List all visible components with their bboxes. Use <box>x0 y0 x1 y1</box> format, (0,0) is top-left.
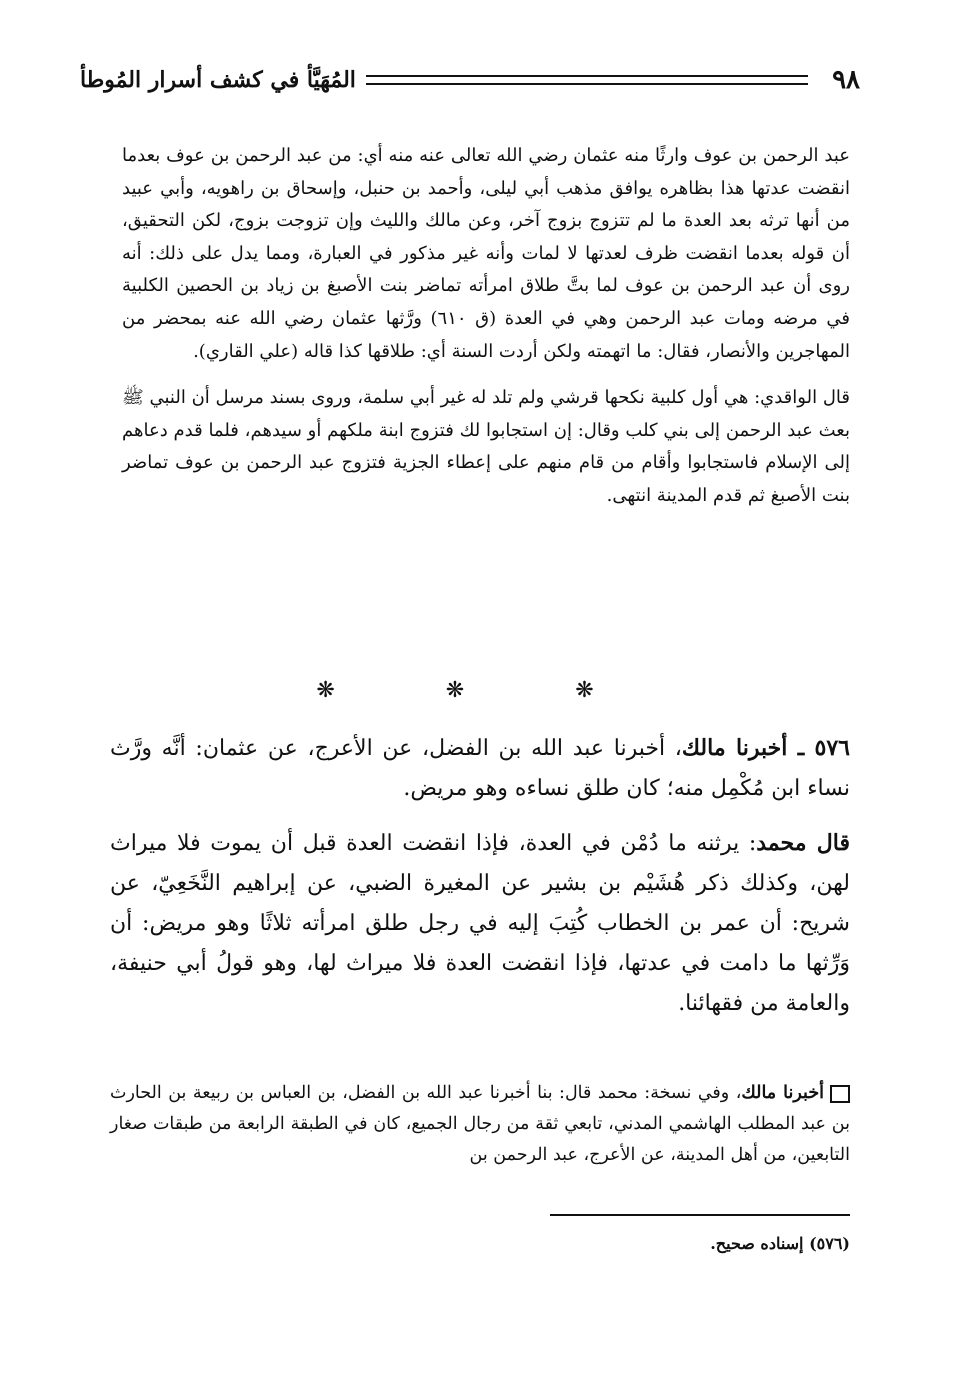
book-title: المُهَيَّأ في كشف أسرار المُوطأ <box>80 67 356 93</box>
square-marker-icon <box>830 1085 850 1103</box>
muhammad-paragraph <box>110 823 850 1024</box>
footnote-rule <box>550 1214 850 1216</box>
hadith-lead: ٥٧٦ ـ أخبرنا مالك <box>681 735 850 761</box>
commentary-paragraph-2: قال الواقدي: هي أول كلبية نكحها قرشي ولم تلد له غير أبي سلمة، وروى بسند مرسل أن النبي ﷺ بعث عبد الرحمن إلى بني كلب وقال: إن استجابوا لك فتزوج ابنة ملكهم أو سيدهم، فلما قدم دعاهم إلى الإسلام فاستجابوا وأقام من قام منهم على إعطاء الجزية فتزوج عبد الرحمن بن عوف تماضر بنت الأصبغ ثم قدم المدينة انتهى. <box>122 387 850 506</box>
note-text: ، وفي نسخة: محمد قال: بنا أخبرنا عبد الله بن الفضل، بن العباس بن ربيعة بن الحارث بن عبد المطلب الهاشمي المدني، تابعي ثقة من رجال الجميع، كان في الطبقة الرابعة من طبقات صغار التابعين، من أهل المدينة، عن الأعرج، عبد الرحمن بن <box>110 1083 850 1165</box>
section-separator: ❋ ❋ ❋ <box>316 678 646 703</box>
note-paragraph <box>110 1078 850 1171</box>
muhammad-text: : يرثنه ما دُمْن في العدة، فإذا انقضت العدة قبل أن يموت فلا ميراث لهن، وكذلك ذكر هُشَيْم بن بشير عن المغيرة الضبي، عن إبراهيم النَّخَعِيّ، عن شريح: أن عمر بن الخطاب كُتِبَ إليه في رجل طلق امرأته ثلاثًا وهو مريض: أن وَرِّثها ما دامت في عدتها، فإذا انقضت العدة فلا ميراث لها، وهو قولُ أبي حنيفة، والعامة من فقهائنا. <box>110 831 850 1016</box>
page-header <box>80 62 860 98</box>
page-number: ٩٨ <box>832 65 860 95</box>
commentary-section <box>122 140 850 513</box>
note-section <box>110 1078 850 1171</box>
hadith-paragraph <box>110 728 850 809</box>
note-lead: أخبرنا مالك <box>741 1083 824 1103</box>
hadith-section <box>110 728 850 1024</box>
footnote: (٥٧٦) إسناده صحيح. <box>710 1234 850 1253</box>
header-rule <box>366 75 808 85</box>
hadith-text: ، أخبرنا عبد الله بن الفضل، عن الأعرج، عن عثمان: أنَّه ورَّث نساء ابن مُكْمِل منه؛ كان طلق نساءه وهو مريض. <box>110 736 850 801</box>
muhammad-lead: قال محمد <box>756 830 850 856</box>
commentary-paragraph-1: عبد الرحمن بن عوف وارثًا منه عثمان رضي الله تعالى عنه منه أي: من عبد الرحمن بن عوف بعدما انقضت عدتها هذا بظاهره يوافق مذهب أبي ليلى، وأحمد بن حنبل، وإسحاق بن راهويه، وأبي عبيد من أنها ترثه بعد العدة ما لم تتزوج بزوج آخر، وعن مالك والليث وإن تزوجت بزوج، لكن التحقيق، أن قوله بعدما انقضت ظرف لعدتها لا لمات وأنه غير مذكور في العبارة، ومما يدل على ذلك: أنه روى أن عبد الرحمن بن عوف لما بتَّ طلاق امرأته تماضر بنت الأصبغ بن زياد بن الحصين الكلبية في مرضه ومات عبد الرحمن وهي في العدة (ق ٦١٠) ورَّثها عثمان رضي الله عنه بمحضر من المهاجرين والأنصار، فقال: ما اتهمته ولكن أردت السنة أي: طلاقها كذا قاله (علي القاري). <box>122 145 850 362</box>
